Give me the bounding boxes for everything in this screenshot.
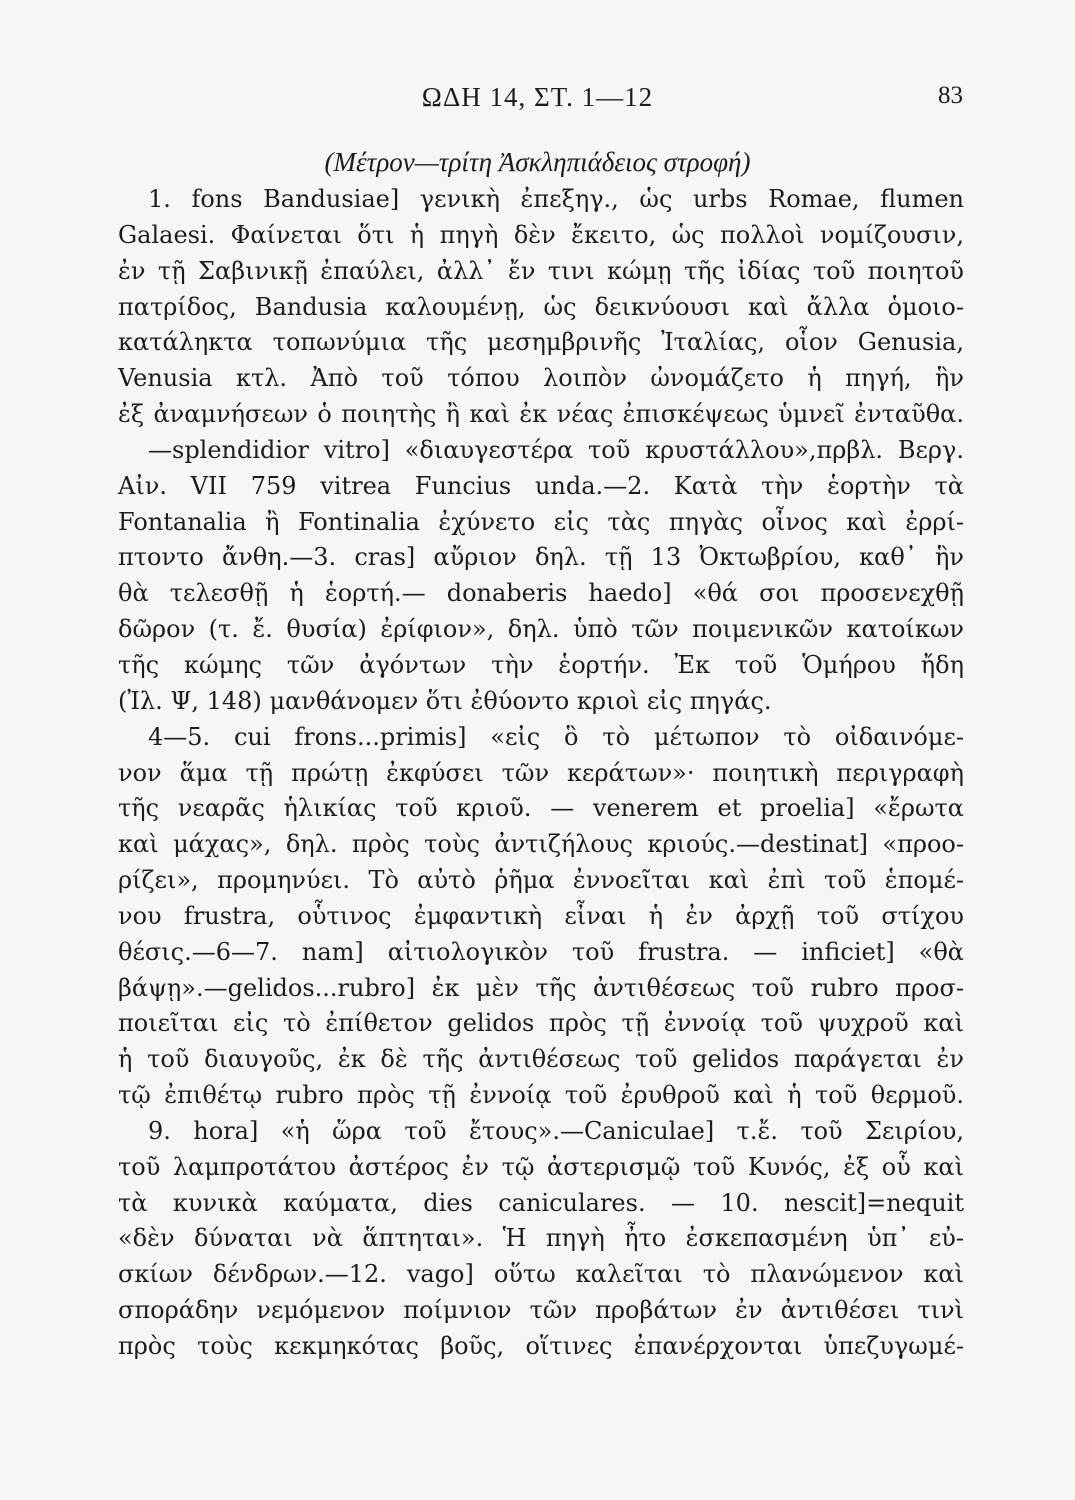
commentary-line: Fontanalia ἢ Fontinalia ἐχύνετο εἰς τὰς πηγὰς οἶνος καὶ ἐρρί- [118, 507, 964, 536]
commentary-line: τῆς κώμης τῶν ἀγόντων τὴν ἑορτήν. Ἐκ τοῦ Ὁμήρου ἤδη [118, 650, 964, 679]
commentary-line: ποιεῖται εἰς τὸ ἐπίθετον gelidos πρὸς τῇ ἐννοίᾳ τοῦ ψυχροῦ καὶ [118, 1009, 964, 1038]
commentary-block [118, 182, 964, 1365]
commentary-line: καὶ μάχας», δηλ. πρὸς τοὺς ἀντιζήλους κριούς.—destinat] «προο- [118, 830, 964, 859]
commentary-line: —splendidior vitro] «διαυγεστέρα τοῦ κρυστάλλου»,πρβλ. Βεργ. [148, 435, 964, 464]
commentary-line: Galaesi. Φαίνεται ὅτι ἡ πηγὴ δὲν ἔκειτο, ὡς πολλοὶ νομίζουσιν, [118, 220, 964, 249]
commentary-line: ρίζει», προμηνύει. Τὸ αὐτὸ ῥῆμα ἐννοεῖται καὶ ἐπὶ τοῦ ἑπομέ- [118, 866, 964, 895]
commentary-line: σκίων δένδρων.—12. vago] οὕτω καλεῖται τὸ πλανώμενον καὶ [118, 1260, 964, 1289]
commentary-line: 1. fons Bandusiae] γενικὴ ἐπεξηγ., ὡς urbs Romae, flumen [148, 185, 964, 213]
commentary-line: Αἰν. VII 759 vitrea Funcius unda.—2. Κατὰ τὴν ἑορτὴν τὰ [118, 471, 964, 500]
commentary-line: σποράδην νεμόμενον ποίμνιον τῶν προβάτων ἐν ἀντιθέσει τινὶ [118, 1296, 964, 1325]
commentary-line: 4—5. cui frons...primis] «εἰς ὃ τὸ μέτωπον τὸ οἰδαινόμε- [148, 722, 964, 751]
commentary-line: ἡ τοῦ διαυγοῦς, ἐκ δὲ τῆς ἀντιθέσεως τοῦ gelidos παράγεται ἐν [118, 1045, 964, 1074]
commentary-line: ἐν τῇ Σαβινικῇ ἐπαύλει, ἀλλ᾽ ἔν τινι κώμῃ τῆς ἰδίας τοῦ ποιητοῦ [118, 256, 964, 285]
running-head [0, 82, 1075, 118]
commentary-line: θὰ τελεσθῇ ἡ ἑορτή.— donaberis haedo] «θά σοι προσενεχθῇ [118, 579, 964, 608]
commentary-line: πρὸς τοὺς κεκμηκότας βοῦς, οἵτινες ἐπανέρχονται ὑπεζυγωμέ- [118, 1332, 964, 1360]
commentary-line: «δὲν δύναται νὰ ἅπτηται». Ἡ πηγὴ ἦτο ἐσκεπασμένη ὑπ᾽ εὐ- [118, 1224, 964, 1253]
commentary-line: τῆς νεαρᾶς ἡλικίας τοῦ κριοῦ. — venerem et proelia] «ἔρωτα [118, 794, 964, 823]
commentary-line: βάψῃ».—gelidos...rubro] ἐκ μὲν τῆς ἀντιθέσεως τοῦ rubro προσ- [118, 973, 964, 1002]
page-number: 83 [938, 82, 963, 109]
commentary-line: Venusia κτλ. Ἀπὸ τοῦ τόπου λοιπὸν ὠνομάζετο ἡ πηγή, ἣν [118, 364, 964, 393]
commentary-line: (Ἰλ. Ψ, 148) μανθάνομεν ὅτι ἐθύοντο κριοὶ εἰς πηγάς. [118, 686, 772, 715]
commentary-line: τῷ ἐπιθέτῳ rubro πρὸς τῇ ἐννοίᾳ τοῦ ἐρυθροῦ καὶ ἡ τοῦ θερμοῦ. [118, 1081, 964, 1110]
commentary-line: θέσις.—6—7. nam] αἰτιολογικὸν τοῦ frustra. — inficiet] «θὰ [118, 937, 964, 966]
commentary-line: κατάληκτα τοπωνύμια τῆς μεσημβρινῆς Ἰταλίας, οἷον Genusia, [118, 328, 964, 357]
commentary-line: ἐξ ἀναμνήσεων ὁ ποιητὴς ἢ καὶ ἐκ νέας ἐπισκέψεως ὑμνεῖ ἐνταῦθα. [118, 400, 964, 429]
commentary-line: πατρίδος, Bandusia καλουμένῃ, ὡς δεικνύουσι καὶ ἄλλα ὁμοιο- [118, 292, 964, 321]
commentary-line: νου frustra, οὗτινος ἐμφαντικὴ εἶναι ἡ ἐν ἀρχῇ τοῦ στίχου [118, 901, 964, 930]
commentary-line: πτοντο ἄνθη.—3. cras] αὔριον δηλ. τῇ 13 Ὀκτωβρίου, καθ᾽ ἣν [118, 543, 964, 572]
meter-heading: (Μέτρον—τρίτη Ἀσκληπιάδειος στροφή) [324, 147, 751, 177]
commentary-line: δῶρον (τ. ἔ. θυσία) ἐρίφιον», δηλ. ὑπὸ τῶν ποιμενικῶν κατοίκων [118, 615, 964, 644]
commentary-line: τὰ κυνικὰ καύματα, dies caniculares. — 10. nescit]=nequit [118, 1188, 964, 1217]
commentary-line: νον ἅμα τῇ πρώτῃ ἐκφύσει τῶν κεράτων»· ποιητικὴ περιγραφὴ [118, 758, 964, 787]
running-title: ΩΔΗ 14, ΣΤ. 1—12 [421, 82, 654, 112]
commentary-line: 9. hora] «ἡ ὥρα τοῦ ἔτους».—Caniculae] τ.ἔ. τοῦ Σειρίου, [148, 1116, 964, 1145]
commentary-line: τοῦ λαμπροτάτου ἀστέρος ἐν τῷ ἀστερισμῷ τοῦ Κυνός, ἐξ οὗ καὶ [118, 1152, 964, 1181]
